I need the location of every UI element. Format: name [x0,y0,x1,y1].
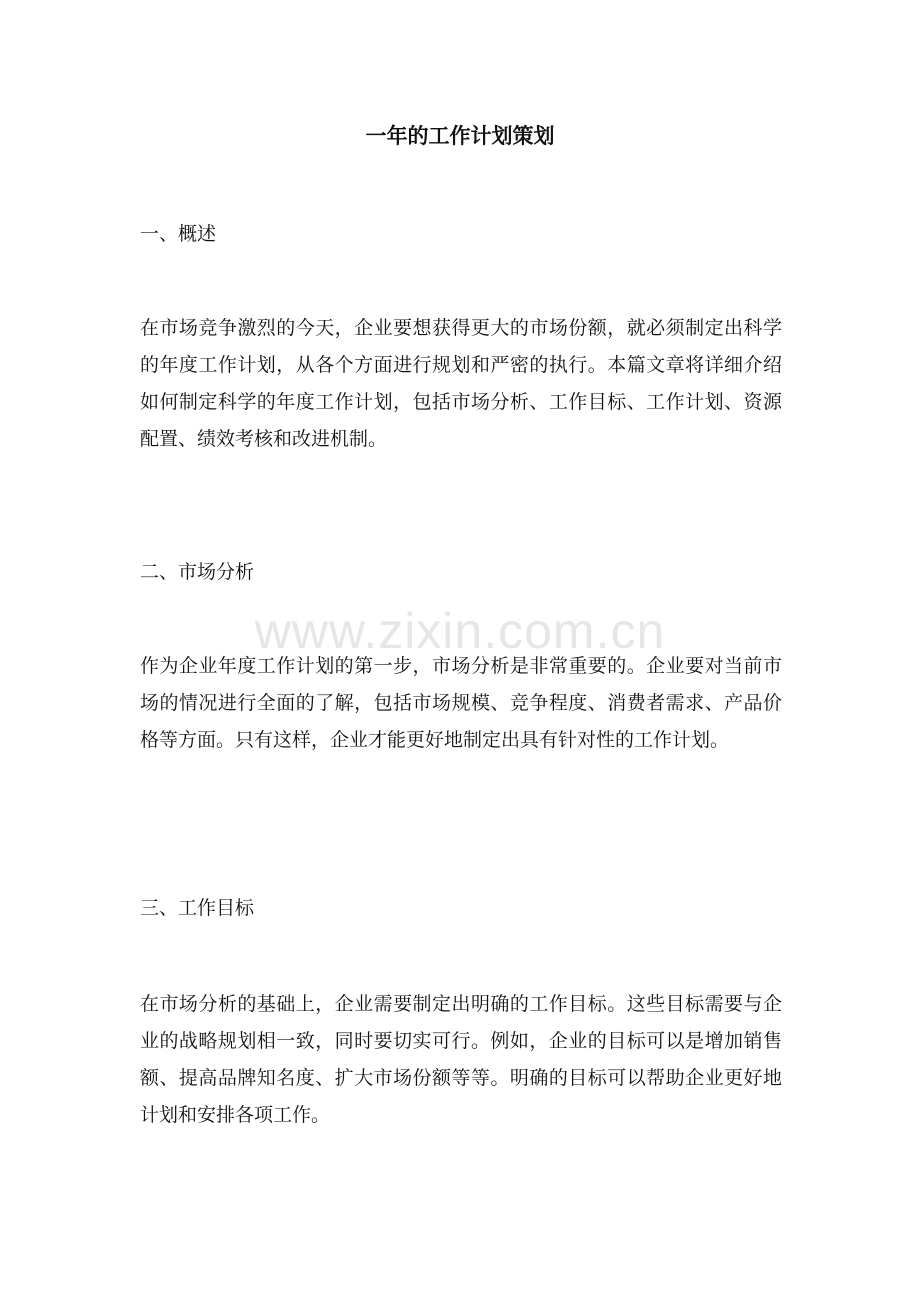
section-heading-work-goals: 三、工作目标 [140,897,255,919]
document-title: 一年的工作计划策划 [365,123,555,148]
watermark: www.zixin.com.cn [254,603,666,659]
section-body-work-goals: 在市场分析的基础上，企业需要制定出明确的工作目标。这些目标需要与企业的战略规划相一致，同时要切实可行。例如，企业的目标可以是增加销售额、提高品牌知名度、扩大市场份额等等。明确的目标可以帮助企业更好地计划和安排各项工作。 [140,993,782,1126]
section-heading-market-analysis: 二、市场分析 [140,561,255,583]
section-heading-overview: 一、概述 [140,223,217,245]
section-body-overview: 在市场竞争激烈的今天，企业要想获得更大的市场份额，就必须制定出科学的年度工作计划，从各个方面进行规划和严密的执行。本篇文章将详细介绍如何制定科学的年度工作计划，包括市场分析、工作目标、工作计划、资源配置、绩效考核和改进机制。 [140,317,782,450]
section-body-market-analysis: 作为企业年度工作计划的第一步，市场分析是非常重要的。企业要对当前市场的情况进行全面的了解，包括市场规模、竞争程度、消费者需求、产品价格等方面。只有这样，企业才能更好地制定出具有针对性的工作计划。 [140,655,782,751]
